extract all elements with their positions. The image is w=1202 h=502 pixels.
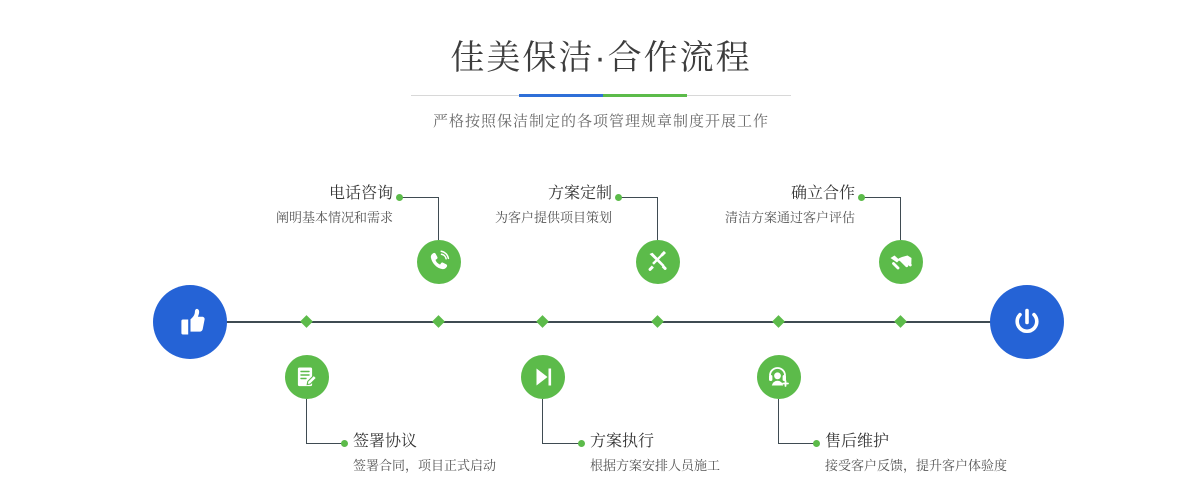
step-after-sales-label [825, 431, 1007, 477]
step-plan-execution-title: 方案执行 [590, 433, 655, 450]
phone-call-icon [426, 249, 452, 275]
step-plan-execution-axis-marker [536, 315, 549, 328]
step-after-sales-connector-vertical [778, 399, 779, 443]
page-title: 佳美保洁·合作流程 [450, 39, 752, 77]
step-sign-agreement-label [353, 431, 496, 477]
timeline [0, 150, 1202, 502]
step-after-sales-connector-dot [813, 440, 820, 447]
step-plan-customization-axis-marker [651, 315, 664, 328]
document-edit-icon [294, 364, 320, 390]
title-divider [411, 94, 791, 97]
customer-support-add-icon [766, 364, 792, 390]
step-sign-agreement-node[interactable] [285, 355, 329, 399]
step-plan-execution-connector-dot [578, 440, 585, 447]
header [0, 34, 1202, 131]
step-after-sales-desc: 接受客户反馈，提升客户体验度 [825, 458, 1008, 473]
step-plan-customization-title: 方案定制 [547, 185, 612, 202]
step-sign-agreement-connector-horizontal [306, 443, 345, 444]
step-sign-agreement-desc: 签署合同，项目正式启动 [353, 458, 497, 473]
divider-accent-blue [519, 94, 603, 97]
step-after-sales-axis-marker [772, 315, 785, 328]
step-plan-execution-connector-horizontal [542, 443, 582, 444]
step-after-sales-node[interactable] [757, 355, 801, 399]
step-phone-consult-desc: 阐明基本情况和需求 [275, 210, 393, 225]
step-establish-cooperation-connector-horizontal [862, 197, 901, 198]
handshake-icon [888, 249, 914, 275]
step-establish-cooperation-label [625, 183, 855, 229]
power-icon [1007, 302, 1047, 342]
timeline-axis [160, 321, 1040, 323]
step-phone-consult-label [160, 183, 393, 229]
step-plan-customization-connector-dot [615, 194, 622, 201]
tools-icon [645, 249, 671, 275]
step-plan-execution-node[interactable] [521, 355, 565, 399]
thumbs-up-icon [170, 302, 210, 342]
step-plan-execution-desc: 根据方案安排人员施工 [590, 458, 721, 473]
step-establish-cooperation-connector-vertical [900, 197, 901, 240]
step-after-sales-title: 售后维护 [825, 433, 890, 450]
step-phone-consult-title: 电话咨询 [328, 185, 393, 202]
timeline-end-endpoint [990, 285, 1064, 359]
step-establish-cooperation-node[interactable] [879, 240, 923, 284]
step-sign-agreement-connector-vertical [306, 399, 307, 443]
step-establish-cooperation-axis-marker [894, 315, 907, 328]
play-forward-icon [530, 364, 556, 390]
step-plan-customization-node[interactable] [636, 240, 680, 284]
page-subtitle: 严格按照保洁制定的各项管理规章制度开展工作 [432, 113, 769, 130]
step-sign-agreement-axis-marker [300, 315, 313, 328]
step-phone-consult-node[interactable] [417, 240, 461, 284]
timeline-start-endpoint [153, 285, 227, 359]
step-establish-cooperation-connector-dot [858, 194, 865, 201]
step-sign-agreement-connector-dot [341, 440, 348, 447]
step-sign-agreement-title: 签署协议 [353, 433, 418, 450]
step-plan-customization-label [380, 183, 612, 229]
step-phone-consult-axis-marker [432, 315, 445, 328]
step-plan-customization-desc: 为客户提供项目策划 [494, 210, 612, 225]
step-establish-cooperation-desc: 清洁方案通过客户评估 [724, 210, 855, 225]
divider-accent-green [603, 94, 687, 97]
step-plan-execution-label [590, 431, 720, 477]
step-after-sales-connector-horizontal [778, 443, 817, 444]
step-establish-cooperation-title: 确立合作 [790, 185, 855, 202]
step-plan-execution-connector-vertical [542, 399, 543, 443]
